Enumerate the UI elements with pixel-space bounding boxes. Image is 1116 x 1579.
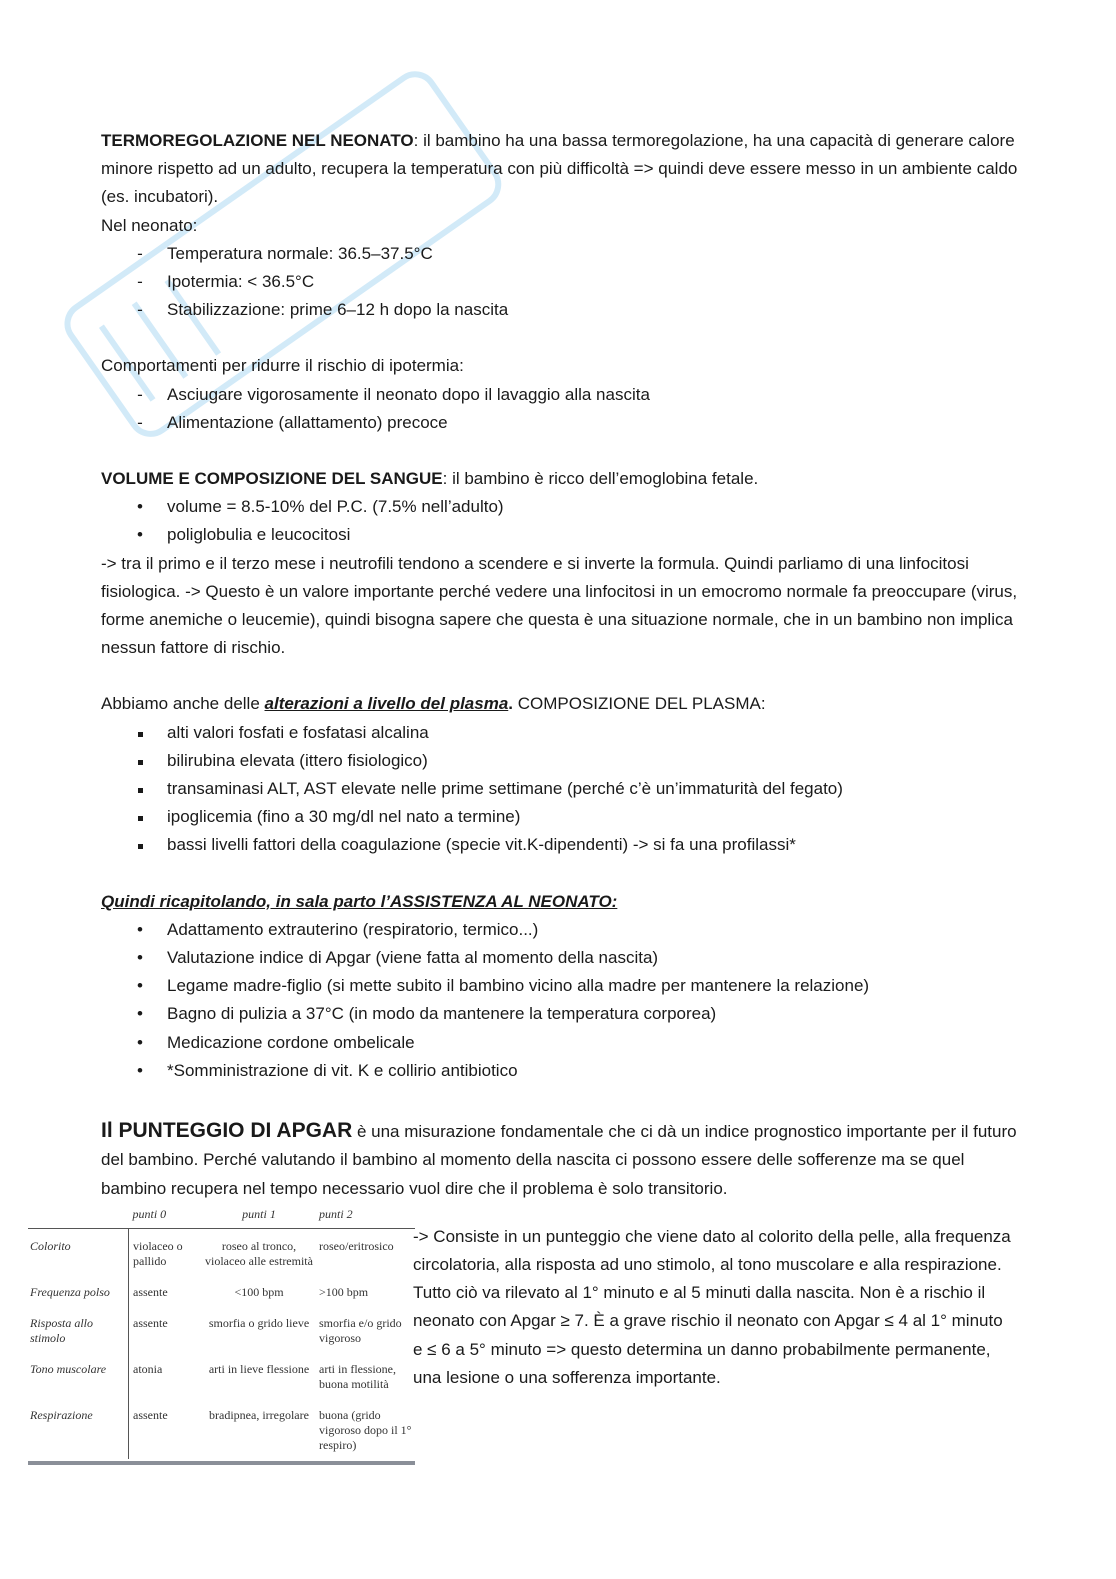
- list-item: • Bagno di pulizia a 37°C (in modo da mantenere la temperatura corporea): [137, 1004, 717, 1024]
- square-bullet-icon: [138, 760, 143, 765]
- list-item: bilirubina elevata (ittero fisiologico): [101, 747, 1021, 775]
- list-item: alti valori fosfati e fosfatasi alcalina: [101, 719, 1021, 747]
- list-item: • Medicazione cordone ombelicale: [137, 1032, 415, 1052]
- comportamenti-list: [101, 381, 1021, 437]
- plasma-paragraph: Abbiamo anche delle alterazioni a livello del plasma. COMPOSIZIONE DEL PLASMA:: [101, 694, 766, 714]
- list-item: - Temperatura normale: 36.5–37.5°C: [137, 243, 433, 263]
- table-row: Frequenza polso assente <100 bpm >100 bpm: [28, 1275, 415, 1306]
- apgar-table: [28, 1207, 415, 1465]
- termo-list: [101, 240, 1021, 325]
- sangue-explanation: -> tra il primo e il terzo mese i neutrofili tendono a scendere e si inverte la formula. Quindi parliamo di una linfocitosi fisiologica. -> Questo è un valore importante perché vedere una linfocitosi in un emocromo normale fa preoccupare (virus, forme anemiche o leucemie), quindi bisogna sapere che questa è una situazione normale, che in un bambino non implica nessun fattore di rischio.: [101, 553, 1018, 658]
- list-item: • Legame madre-figlio (si mette subito il bambino vicino alla madre per mantenere la relazione): [137, 976, 870, 996]
- assistenza-heading: Quindi ricapitolando, in sala parto l’ASSISTENZA AL NEONATO:: [101, 891, 618, 911]
- plasma-emphasis: alterazioni a livello del plasma: [264, 694, 509, 714]
- list-item: ipoglicemia (fino a 30 mg/dl nel nato a termine): [101, 803, 1021, 831]
- comportamenti-intro: Comportamenti per ridurre il rischio di ipotermia:: [101, 356, 464, 376]
- table-header-row: punti 0 punti 1 punti 2: [28, 1207, 415, 1229]
- plasma-list: [101, 719, 1021, 860]
- square-bullet-icon: [138, 788, 143, 793]
- sangue-heading: VOLUME E COMPOSIZIONE DEL SANGUE: [101, 469, 443, 489]
- apgar-section: [30, 1206, 1021, 1477]
- termo-intro: : il bambino ha una bassa termoregolazione, ha una capacità di generare calore minore rispetto ad un adulto, recupera la temperatura con più difficoltà => quindi deve essere messo in un ambiente caldo (es. incubatori).: [101, 131, 1018, 207]
- list-item: - Alimentazione (allattamento) precoce: [137, 412, 448, 432]
- neonato-label: Nel neonato:: [101, 215, 198, 235]
- list-item: • poliglobulia e leucocitosi: [137, 525, 351, 545]
- list-item: transaminasi ALT, AST elevate nelle prime settimane (perché c’è un’immaturità del fegato): [101, 775, 1021, 803]
- list-item: bassi livelli fattori della coagulazione (specie vit.K-dipendenti) -> si fa una profilassi*: [101, 831, 1021, 859]
- table-bottom-rule: [28, 1461, 415, 1465]
- square-bullet-icon: [138, 844, 143, 849]
- table-row: Colorito violaceo o pallido roseo al tronco, violaceo alle estremità roseo/eritrosico: [28, 1228, 415, 1275]
- apgar-paragraph: Il PUNTEGGIO DI APGAR è una misurazione fondamentale che ci dà un indice prognostico importante per il futuro del bambino. Perché valutando il bambino al momento della nascita ci possono essere delle sofferenze ma se quel bambino recupera nel tempo necessario vuol dire che il problema è solo transitorio.: [101, 1119, 1017, 1198]
- list-item: - Stabilizzazione: prime 6–12 h dopo la nascita: [137, 300, 509, 320]
- table-row: Respirazione assente bradipnea, irregolare buona (grido vigoroso dopo il 1° respiro): [28, 1398, 415, 1459]
- list-item: - Asciugare vigorosamente il neonato dopo il lavaggio alla nascita: [137, 384, 650, 404]
- square-bullet-icon: [138, 816, 143, 821]
- sangue-paragraph: VOLUME E COMPOSIZIONE DEL SANGUE: il bambino è ricco dell’emoglobina fetale.: [101, 469, 759, 489]
- list-item: - Ipotermia: < 36.5°C: [137, 272, 315, 292]
- termo-heading: TERMOREGOLAZIONE NEL NEONATO: [101, 131, 414, 150]
- table-row: Risposta allo stimolo assente smorfia o grido lieve smorfia e/o grido vigoroso: [28, 1306, 415, 1352]
- list-item: • Adattamento extrauterino (respiratorio, termico...): [137, 919, 539, 939]
- sangue-list: [101, 493, 1021, 549]
- apgar-description: -> Consiste in un punteggio che viene dato al colorito della pelle, alla frequenza circolatoria, alla risposta ad uno stimolo, al tono muscolare e alla respirazione. Tutto ciò va rilevato al 1° minuto e al 5 minuti dalla nascita. Non è a rischio il neonato con Apgar ≥ 7. È a grave rischio il neonato con Apgar ≤ 4 al 1° minuto e ≤ 6 a 5° minuto => questo determina un danno probabilmente permanente, una lesione o una sofferenza importante.: [413, 1226, 1011, 1387]
- termo-paragraph: [101, 127, 1021, 212]
- list-item: • volume = 8.5-10% del P.C. (7.5% nell’adulto): [137, 497, 504, 517]
- list-item: • Valutazione indice di Apgar (viene fatta al momento della nascita): [137, 948, 659, 968]
- table-row: Tono muscolare atonia arti in lieve flessione arti in flessione, buona motilità: [28, 1352, 415, 1398]
- square-bullet-icon: [138, 732, 143, 737]
- assistenza-list: [101, 916, 1021, 1085]
- list-item: • *Somministrazione di vit. K e collirio antibiotico: [137, 1060, 518, 1080]
- document-page: [30, 127, 1021, 1477]
- apgar-title: Il PUNTEGGIO DI APGAR: [101, 1119, 353, 1143]
